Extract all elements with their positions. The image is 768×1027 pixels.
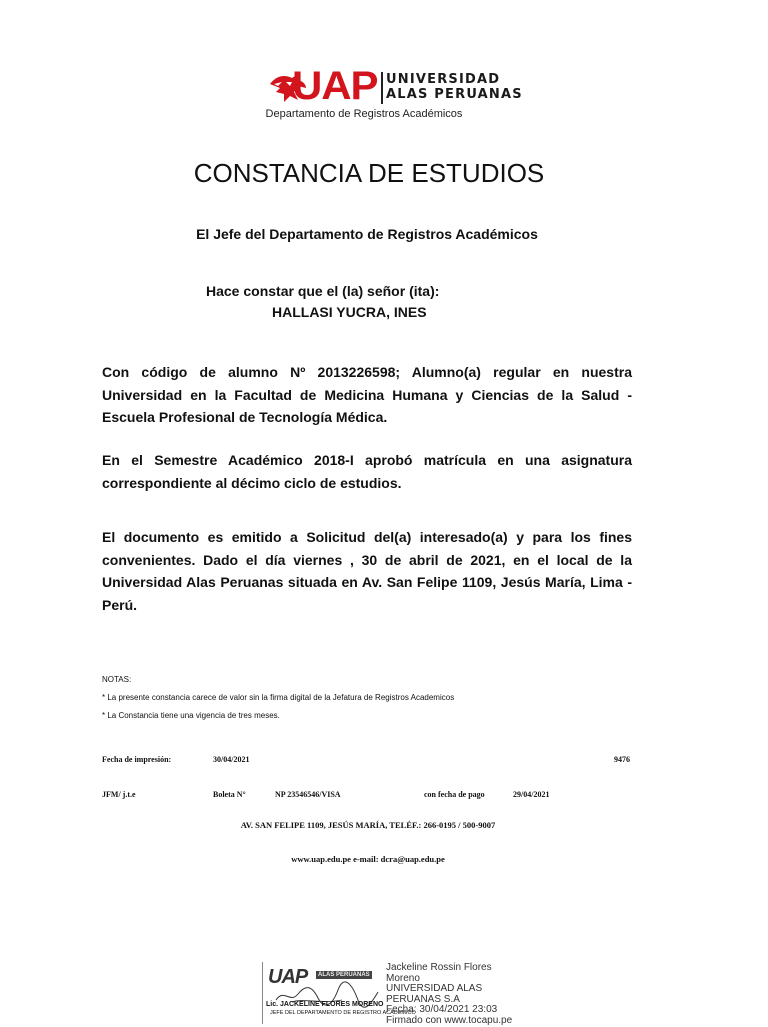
footer-contact: www.uap.edu.pe e-mail: dcra@uap.edu.pe [291,854,445,864]
notes-title: NOTAS: [102,675,132,684]
paragraph-semester: En el Semestre Académico 2018-I aprobó matrícula en una asignatura correspondiente al décimo ciclo de estudios. [102,452,632,491]
print-date-label: Fecha de impresión: [102,755,172,764]
footer-address: AV. SAN FELIPE 1109, JESÚS MARÍA, TELÉF.: 266-0195 / 500-9007 [240,820,496,830]
print-date-value: 30/04/2021 [213,755,250,764]
digital-signature-line: UNIVERSIDAD ALAS [386,983,483,995]
digital-signature-line: PERUANAS S.A [386,993,460,1005]
boleta-label: Boleta N° [213,790,246,799]
note-item: * La presente constancia carece de valor sin la firma digital de la Jefatura de Registros Academicos [102,693,455,702]
paragraph-student-code: Con código de alumno Nº 2013226598; Alumno(a) regular en nuestra Universidad en la Facultad de Medicina Humana y Ciencias de la Salud - Escuela Profesional de Tecnología Médica. [102,364,632,425]
digital-signature-line: Moreno [386,972,420,984]
logo-uap-text: UAP [292,64,378,108]
signer-role: JEFE DEL DEPARTAMENTO DE REGISTRO ACADEMICO [270,1010,416,1016]
document-subtitle: El Jefe del Departamento de Registros Académicos [196,226,538,242]
document-number: 9476 [614,755,630,764]
student-name: HALLASI YUCRA, INES [272,304,427,320]
digital-signature-info [386,963,512,1027]
note-item: * La Constancia tiene una vigencia de tres meses. [102,711,280,720]
payment-date-value: 29/04/2021 [513,790,550,799]
stamp-university: ALAS PERUANAS [318,972,370,978]
department-name: Departamento de Registros Académicos [265,108,463,120]
boleta-value: NP 23546546/VISA [275,790,341,799]
payment-date-label: con fecha de pago [424,790,485,799]
logo-divider [381,72,383,104]
digital-signature-line: Jackeline Rossin Flores [386,962,492,973]
initials: JFM/ j.t.e [102,790,136,799]
document-title: CONSTANCIA DE ESTUDIOS [193,158,545,188]
logo-university-line1: UNIVERSIDAD [386,72,501,87]
signer-name: Lic. JACKELINE FLORES MORENO [266,1001,384,1008]
digital-signature-line: Fecha: 30/04/2021 23:03 [386,1004,498,1016]
intro-text: Hace constar que el (la) señor (ita): [206,283,440,299]
digital-signature-line: Firmado con www.tocapu.pe [386,1014,513,1026]
stamp-logo: UAP [268,966,308,988]
paragraph-issued: El documento es emitido a Solicitud del(a) interesado(a) y para los fines convenientes. Dado el día viernes , 30 de abril de 2021, en el local de la Universidad Alas Peruanas situada en Av. San Felipe 1109, Jesús María, Lima - Perú. [102,529,632,613]
logo-university-line2: ALAS PERUANAS [386,87,523,102]
